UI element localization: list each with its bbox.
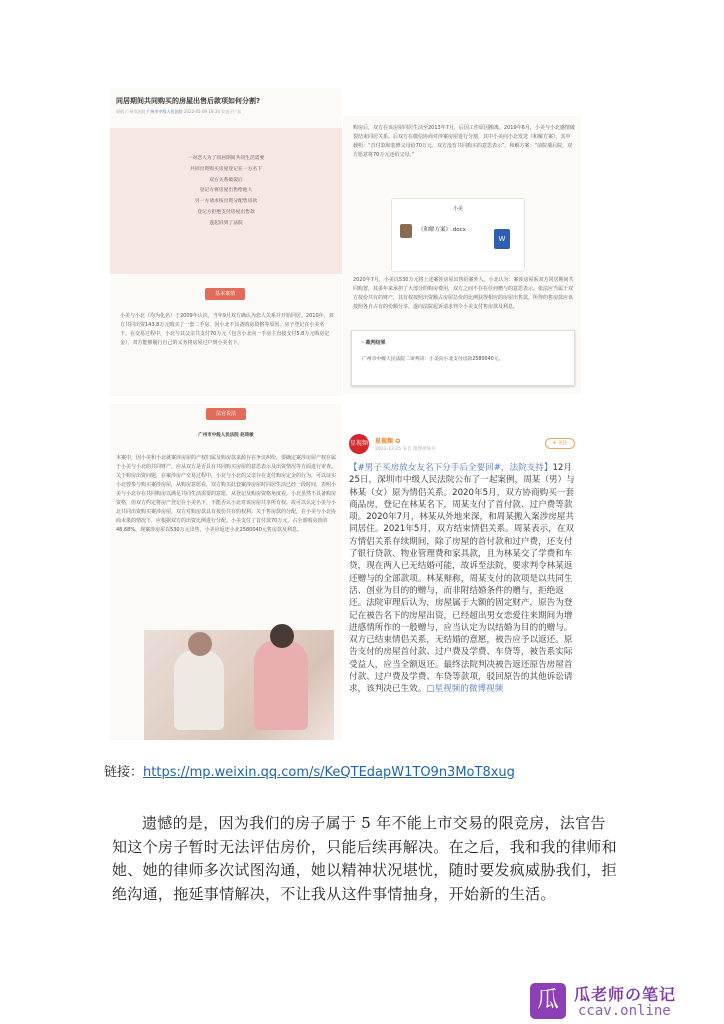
photo-head-right — [270, 624, 294, 648]
meta-prefix: 原创 广州市法院 — [116, 109, 146, 114]
weibo-avatar[interactable]: 星视频 — [349, 434, 369, 454]
article-meta — [116, 109, 241, 115]
word-doc-icon: W — [494, 229, 510, 249]
article-title: 同居期间共同购买的房屋出售后款项如何分割? — [116, 97, 261, 105]
watermark — [530, 982, 720, 1020]
case-text-2: 2020年7月，小美以530万元将上述案涉房屋出售给案外人。小北认为：案涉房屋系双方同居期间共同购置，其多年来承担了大部分的购房费用，双方之间不存在任何赠与的意思表示，依法应当属于双方按份共有的财产，其有权按照出资额占房屋总价的比例获得相应的房屋出售款，所得的售房款应该按照各自占有的份额分享，遂向法院起诉请求判令小美支付售房款及利息。 — [353, 277, 574, 310]
judge-comment-text: 本案中，因小美和小北就案涉房屋的产权归属及购房款来源存在争议纠纷，要确定案涉房屋产权在属于小美与小北的共同财产，应从双方是否具有共同购买房屋的意思表示及出资情况等方面进行审查。关于购房出资问题，在案涉房产交易过程中，小北与小北的父亲存在支付购房定金的行为，可以证实小北曾参与购买案涉房屋，从购房意愿看，双方购买此套案涉房屋时同居生活已经一段时间，表明小美与小北存在共同购房以满足共同生活需要的意愿，从登记及购房资格角度看，小北虽然不具备购房资格，但双方约定将房产登记在小美名下，不能否认小北对该房屋共享所有权。故可以认定小美与小北共同出资购买案涉房屋，双方对购房款具有按份共有的权利。关于售房款的分配，在小美与小北协商未果的情况下，应根据双方的出资比例进行分配。小美支付了首付款70万元，占全部购房款的48.68%，现案涉房屋以530万元出售，小美应返还小北2580040元售房款及利息。 — [116, 455, 337, 533]
weibo-post-text — [349, 462, 577, 696]
weibo-body: 12月25日，深圳市中级人民法院公布了一起案例，周某（男）与林某（女）原为情侣关系。2020年5月，双方协商购买一套商品房，登记在林某名下，周某支付了首付款、过户费等款项。2020年7月，林某从外地来深，和周某搬入案涉房屋共同居住。2021年5月，双方结束情侣关系。周某表示，在双方情侣关系存续期间，除了房屋的首付款和过户费，还支付了银行贷款、物业管理费和家具款，且为林某交了学费和车贷，现在两人已无结婚可能，故诉至法院，要求判令林某返还赠与的全部款项。林某辩称，周某支付的款项是以共同生活、创业为目的的赠与，而非附结婚条件的赠与，拒绝返还。法院审理后认为，房屋属于大额的固定财产，原告为登记在被告名下的房屋出资，已经超出男女恋爱往来期间为增进感情所作的一般赠与，应当认定为以结婚为目的的赠与。双方已结束情侣关系，无结婚的意愿，被告应予以返还。原告支付的房屋首付款、过户费及学费、车贷等，被告系实际受益人，应当全额返还。最终法院判决被告返还原告房屋首付款、过户费及学费、车贷等款项，驳回原告的其他诉讼请求，该判决已生效。 — [349, 463, 575, 695]
screenshot-court-article-1 — [110, 88, 342, 396]
summary-lines — [110, 154, 342, 230]
summary-line: 共同出资购买房屋登记在一方名下 — [190, 166, 262, 172]
verdict-body: 广州市中级人民法院二审判决：小美向小北支付房款2580040元。 — [362, 357, 504, 362]
contact-avatar — [400, 224, 412, 238]
weibo-username[interactable]: 星视频 ✪ — [375, 438, 401, 445]
article-paragraph: 遗憾的是，因为我们的房子属于 5 年不能上市交易的限竞房，法官告知这个房子暂时无法评估房价，只能后续再解决。在之后，我和我的律师和她、她的律师多次试图沟通，她以精神状况堪忧，随时要发疯威胁我们，拒绝沟通，拖延事情解决，不让我从这件事情抽身，开始新的生活。 — [112, 814, 617, 903]
photo-head-left — [188, 632, 212, 656]
summary-line: 登记方将房屋出售给他人 — [199, 188, 253, 194]
court-byline: 广州市中级人民法院 赵琦敏 — [198, 433, 254, 438]
chat-contact-name: 小美 — [452, 206, 463, 212]
watermark-title: 瓜老师の笔记 — [574, 985, 677, 1004]
meta-org-link[interactable]: 广州市中级人民法院 — [146, 109, 183, 114]
photo-person-right — [254, 640, 308, 730]
verdict-heading: · 裁判结果 — [362, 340, 386, 346]
source-link-line — [104, 761, 515, 780]
weibo-post-time: 2023-12-25 来自 微博视频号 — [375, 447, 436, 452]
screenshot-court-article-3 — [110, 404, 342, 740]
link-label: 链接： — [104, 765, 144, 780]
summary-line: 遂起诉到了法院 — [209, 220, 243, 226]
section-tag: 法官说法 — [206, 408, 246, 420]
wechat-file-card[interactable] — [391, 198, 525, 272]
summary-line: 双方关系破裂后 — [209, 177, 243, 183]
screenshot-weibo-post — [343, 428, 581, 740]
case-text-1: 购房后，双方在该房屋同居生活至2013年7月，后因工作原因搬离。2019年6月，小美与小北感情破裂结束同居关系。后双方在微信协商对涉案房屋进行分割，其中小美向小北发送《和解方案》，其中载明：“首付款和装修父母给70万元，双方没有共同购买的意思表示”。和解方案：“前院墙后院，双方愿意将70万元还给父母。” — [353, 125, 575, 158]
case-body-text: 小美与小北（均为化名）于2009年认识，当年9月双方确认为恋人关系并开始同居。2010年，双方共同出资143.8万元购买了一套二手房，因小北不具备购房资格等原因，房子登记在小美名下。在交易过程中，小北与其父亲共支付70万元（包含小北向一手房主直接支付5.8万元购房定金），双方能够履行自己的义务将房屋过户到小美名下。 — [120, 313, 334, 346]
file-name: 《和解方案》.docx — [418, 227, 466, 233]
weibo-hashtag[interactable]: 【#男子买房放女友名下分手后全要回#，法院支持】 — [349, 463, 553, 473]
photo-person-left — [174, 650, 224, 730]
melon-logo-icon: 瓜 — [530, 983, 566, 1019]
weibo-video-link[interactable]: □星视频的微博视频 — [426, 684, 504, 695]
summary-line: 一对恋人为了同居期间共同生活需要 — [187, 156, 265, 161]
watermark-domain: ccav.online — [578, 1003, 671, 1019]
screenshot-court-article-2 — [343, 116, 581, 394]
couple-photo — [144, 630, 334, 740]
section-tag: 基本案情 — [205, 288, 245, 300]
summary-line: 登记方拒绝支付房屋出售款 — [197, 209, 255, 215]
follow-button[interactable]: + 关注 — [545, 438, 575, 449]
meta-time: 2022-05-09 18:34 发表于广东 — [183, 109, 242, 114]
source-url-link[interactable]: https://mp.weixin.qq.com/s/KeQTEdapW1TO9n3MoT8xug — [143, 765, 515, 780]
summary-line: 另一方请求按出资分配售房款 — [194, 199, 258, 205]
verdict-box — [351, 330, 575, 386]
